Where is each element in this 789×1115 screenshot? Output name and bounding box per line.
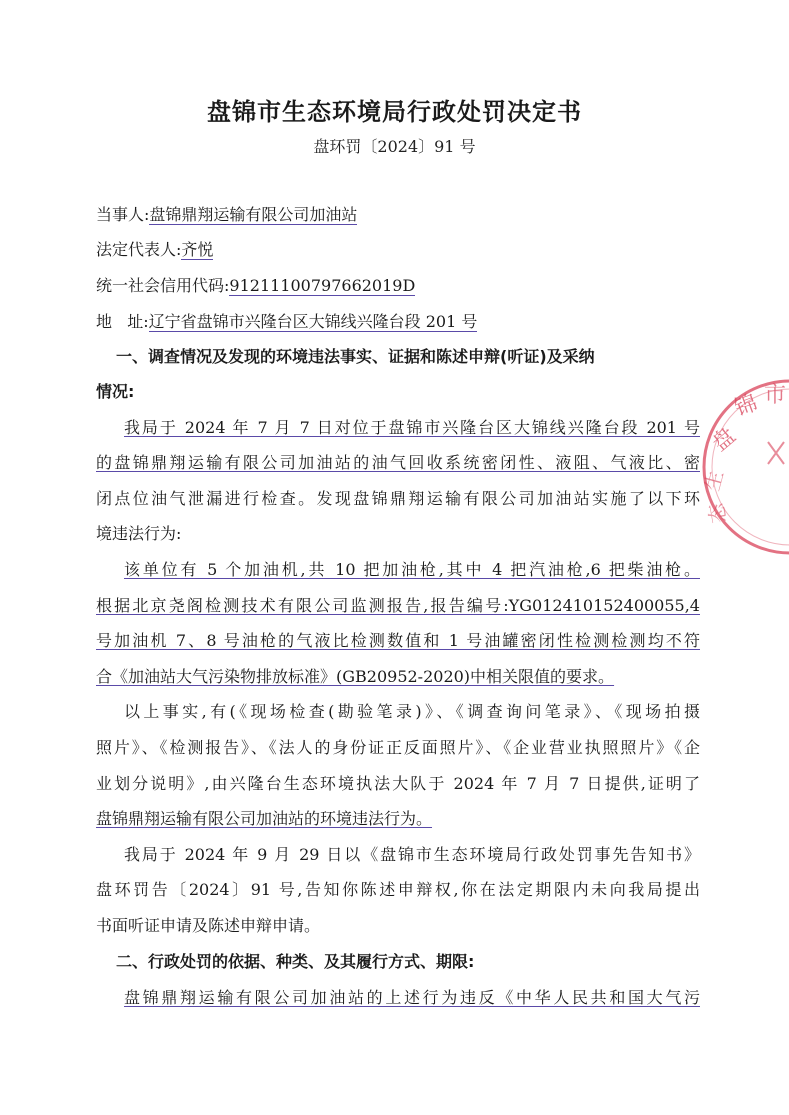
para4-line: 书面听证申请及陈述申辩申请。 (96, 916, 321, 935)
official-seal-stamp (698, 372, 789, 562)
credit-code-value: 91211100797662019D (229, 276, 416, 295)
address-value: 辽宁省盘锦市兴隆台区大锦线兴隆台段 201 号 (148, 312, 478, 331)
para3-line: 以上事实,有(《现场检查(勘验笔录)》、《调查询问笔录》、《现场拍摄 (124, 702, 700, 721)
representative-row (96, 240, 700, 262)
address-label: 地 址: (96, 312, 149, 331)
representative-label: 法定代表人: (96, 240, 182, 259)
para2-line: 号加油机 7、8 号油枪的气液比检测数值和 1 号油罐密闭性检测检测均不符 (96, 631, 700, 650)
svg-text:市: 市 (764, 383, 787, 408)
address-row (96, 312, 700, 334)
para2-line: 合《加油站大气污染物排放标准》(GB20952-2020)中相关限值的要求。 (96, 667, 615, 686)
para1-line: 的盘锦鼎翔运输有限公司加油站的油气回收系统密闭性、液阻、气液比、密 (96, 453, 700, 472)
svg-text:锦: 锦 (731, 390, 761, 422)
credit-code-label: 统一社会信用代码: (96, 276, 230, 295)
section1-heading-cont: 情况: (96, 382, 135, 401)
para1-line: 境违法行为: (96, 524, 182, 543)
section1-heading: 一、调查情况及发现的环境违法事实、证据和陈述申辩(听证)及采纳 (116, 347, 595, 366)
credit-code-row (96, 276, 700, 298)
para2-line: 该单位有 5 个加油机,共 10 把加油枪,其中 4 把汽油枪,6 把柴油枪。 (124, 560, 700, 579)
para3-line: 盘锦鼎翔运输有限公司加油站的环境违法行为。 (96, 809, 433, 828)
party-row (96, 205, 700, 227)
para2-line: 根据北京尧阁检测技术有限公司监测报告,报告编号:YG012410152400055,4 (96, 596, 700, 615)
svg-text:盘: 盘 (707, 423, 741, 457)
document-title: 盘锦市生态环境局行政处罚决定书 (207, 98, 582, 126)
representative-value: 齐悦 (181, 240, 214, 259)
para1-line: 我局于 2024 年 7 月 7 日对位于盘锦市兴隆台区大锦线兴隆台段 201 号 (124, 418, 700, 437)
party-value: 盘锦鼎翔运输有限公司加油站 (149, 205, 358, 224)
document-number: 盘环罚〔2024〕91 号 (313, 137, 476, 156)
para4-line: 我局于 2024 年 9 月 29 日以《盘锦市生态环境局行政处罚事先告知书》 (124, 845, 700, 864)
party-label: 当事人: (96, 205, 150, 224)
para3-line: 照片》、《检测报告》、《法人的身份证正反面照片》、《企业营业执照照片》《企 (96, 738, 700, 757)
para4-line: 盘环罚告〔2024〕91 号,告知你陈述申辩权,你在法定期限内未向我局提出 (96, 880, 700, 899)
para3-line: 业划分说明》,由兴隆台生态环境执法大队于 2024 年 7 月 7 日提供,证明了 (96, 774, 700, 793)
para1-line: 闭点位油气泄漏进行检查。发现盘锦鼎翔运输有限公司加油站实施了以下环 (96, 489, 700, 508)
svg-text:生: 生 (699, 467, 729, 494)
section2-heading: 二、行政处罚的依据、种类、及其履行方式、期限: (116, 952, 475, 971)
section2-para1-line: 盘锦鼎翔运输有限公司加油站的上述行为违反《中华人民共和国大气污 (124, 988, 700, 1007)
svg-text:态: 态 (703, 501, 731, 526)
